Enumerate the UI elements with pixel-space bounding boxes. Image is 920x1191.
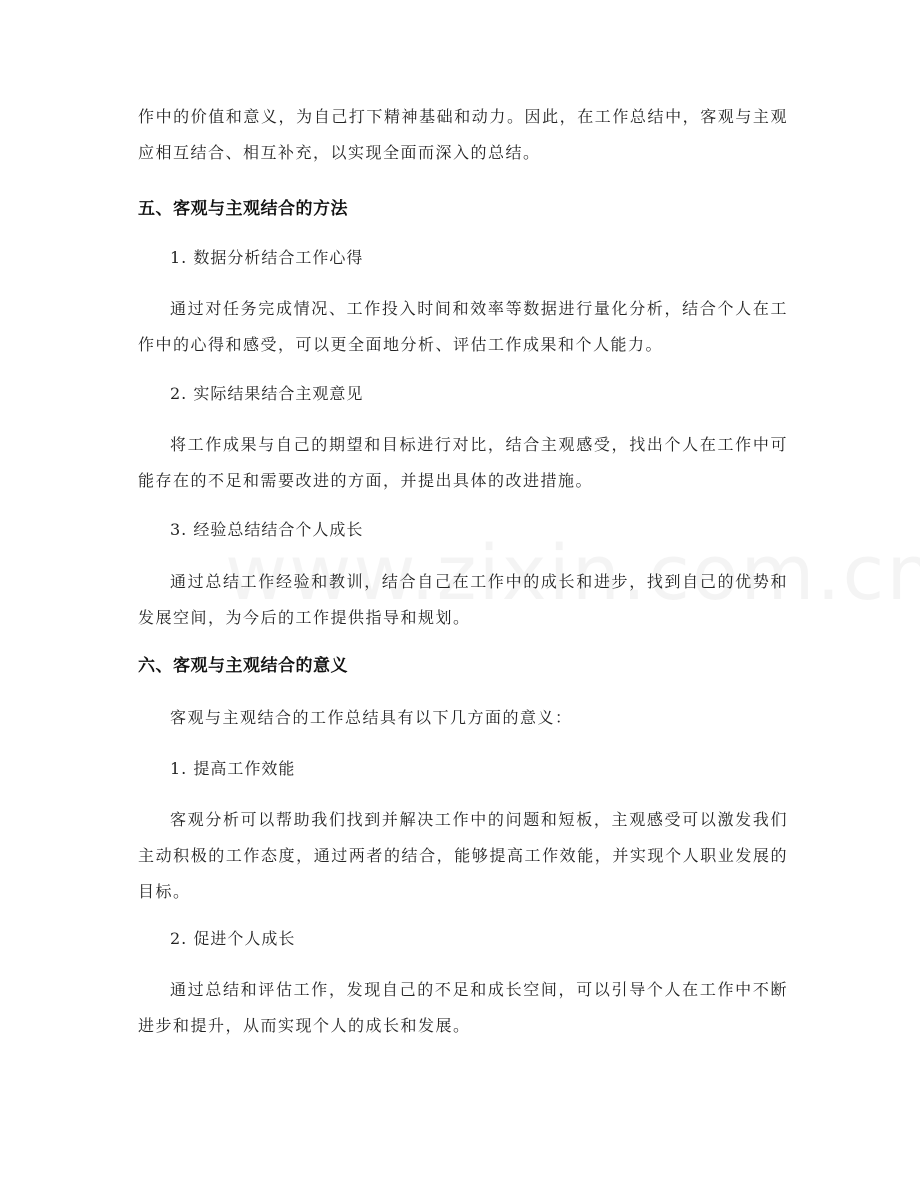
section-6-item-2-body: 通过总结和评估工作，发现自己的不足和成长空间，可以引导个人在工作中不断进步和提升，从而实现个人的成长和发展。 xyxy=(138,980,788,1035)
section-5-item-2-body: 将工作成果与自己的期望和目标进行对比，结合主观感受，找出个人在工作中可能存在的不足和需要改进的方面，并提出具体的改进措施。 xyxy=(138,435,788,490)
section-5-heading: 五、客观与主观结合的方法 xyxy=(138,199,348,219)
section-6-item-2-title: 2. 促进个人成长 xyxy=(170,929,296,948)
section-6-intro: 客观与主观结合的工作总结具有以下几方面的意义： xyxy=(170,708,573,727)
section-6-heading: 六、客观与主观结合的意义 xyxy=(138,656,348,676)
intro-paragraph: 作中的价值和意义，为自己打下精神基础和动力。因此，在工作总结中，客观与主观应相互结合、相互补充，以实现全面而深入的总结。 xyxy=(138,107,788,162)
section-6-item-1-body: 客观分析可以帮助我们找到并解决工作中的问题和短板，主观感受可以激发我们主动积极的工作态度，通过两者的结合，能够提高工作效能，并实现个人职业发展的目标。 xyxy=(138,810,788,901)
section-6-item-1-title: 1. 提高工作效能 xyxy=(170,759,296,778)
section-5-item-1-body: 通过对任务完成情况、工作投入时间和效率等数据进行量化分析，结合个人在工作中的心得和感受，可以更全面地分析、评估工作成果和个人能力。 xyxy=(138,299,788,354)
section-5-item-1-title: 1. 数据分析结合工作心得 xyxy=(170,248,364,267)
section-5-item-3-body: 通过总结工作经验和教训，结合自己在工作中的成长和进步，找到自己的优势和发展空间，为今后的工作提供指导和规划。 xyxy=(138,572,788,627)
section-5-item-3-title: 3. 经验总结结合个人成长 xyxy=(170,520,364,539)
section-5-item-2-title: 2. 实际结果结合主观意见 xyxy=(170,384,364,403)
